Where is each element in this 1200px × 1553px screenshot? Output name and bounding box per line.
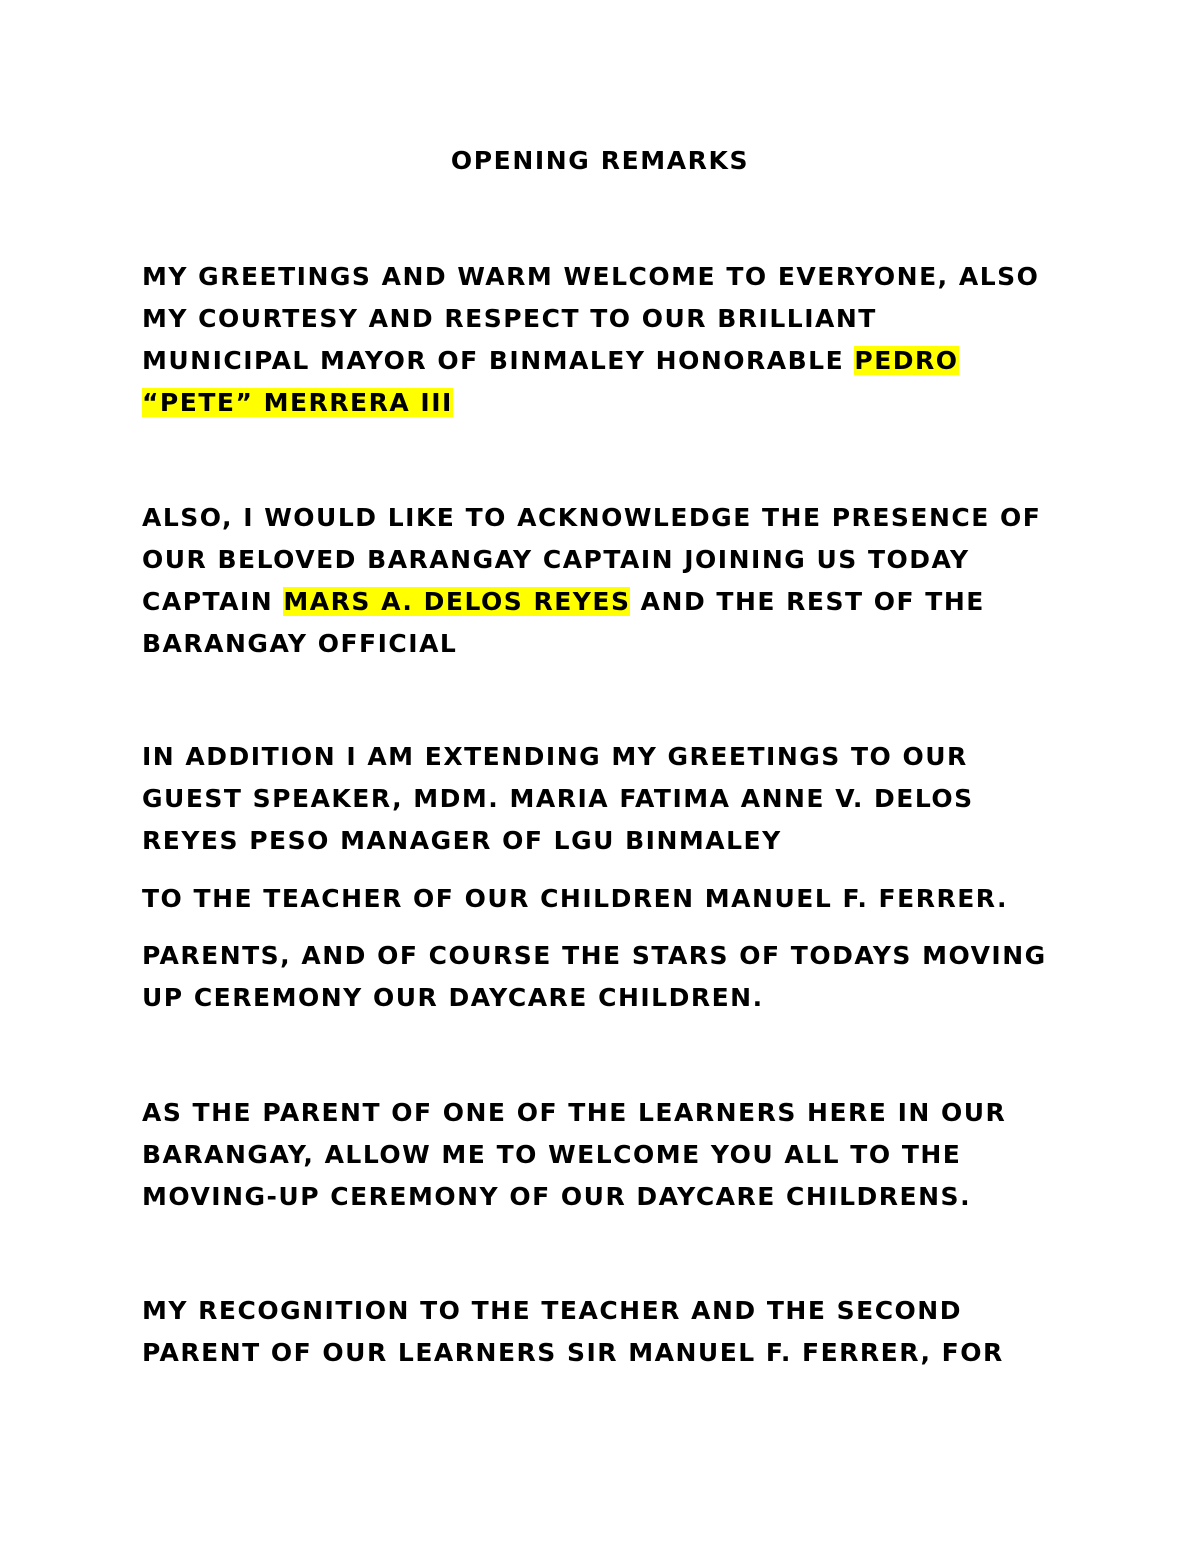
text-line: IN ADDITION I AM EXTENDING MY GREETINGS TO OUR (142, 742, 968, 771)
text-line: GUEST SPEAKER, MDM. MARIA FATIMA ANNE V. DELOS (142, 784, 974, 813)
paragraph-acknowledgement (142, 497, 1082, 665)
text-segment: MUNICIPAL MAYOR OF BINMALEY HONORABLE (142, 346, 855, 375)
paragraph-welcome (142, 1092, 1082, 1218)
highlighted-name: PEDRO (854, 346, 959, 375)
text-line (142, 340, 1082, 382)
text-line: AS THE PARENT OF ONE OF THE LEARNERS HERE IN OUR (142, 1098, 1007, 1127)
text-line: TO THE TEACHER OF OUR CHILDREN MANUEL F. FERRER. (142, 884, 1009, 913)
paragraph-recognition (142, 1290, 1082, 1374)
paragraph-parents (142, 935, 1082, 1019)
text-line: MOVING-UP CEREMONY OF OUR DAYCARE CHILDRENS. (142, 1182, 972, 1211)
text-line: PARENT OF OUR LEARNERS SIR MANUEL F. FERRER, FOR (142, 1338, 1004, 1367)
text-line: MY COURTESY AND RESPECT TO OUR BRILLIANT (142, 304, 877, 333)
paragraph-greetings (142, 256, 1082, 424)
text-line: ALSO, I WOULD LIKE TO ACKNOWLEDGE THE PRESENCE OF (142, 503, 1042, 532)
text-segment: AND THE REST OF THE (630, 587, 985, 616)
text-segment: CAPTAIN (142, 587, 284, 616)
text-line (142, 382, 1082, 424)
highlighted-name: “PETE” MERRERA III (142, 388, 453, 417)
text-line: UP CEREMONY OUR DAYCARE CHILDREN. (142, 983, 764, 1012)
paragraph-teacher (142, 878, 1082, 920)
text-line: REYES PESO MANAGER OF LGU BINMALEY (142, 826, 782, 855)
text-line: PARENTS, AND OF COURSE THE STARS OF TODAYS MOVING (142, 941, 1047, 970)
text-line: OUR BELOVED BARANGAY CAPTAIN JOINING US TODAY (142, 545, 970, 574)
page-title: OPENING REMARKS (450, 146, 750, 175)
highlighted-name: MARS A. DELOS REYES (283, 587, 631, 616)
paragraph-guest-speaker (142, 736, 1082, 862)
text-line: MY GREETINGS AND WARM WELCOME TO EVERYONE, ALSO (142, 262, 1040, 291)
text-line: BARANGAY, ALLOW ME TO WELCOME YOU ALL TO THE (142, 1140, 962, 1169)
text-line: MY RECOGNITION TO THE TEACHER AND THE SECOND (142, 1296, 962, 1325)
text-line: BARANGAY OFFICIAL (142, 629, 458, 658)
text-line (142, 581, 1082, 623)
